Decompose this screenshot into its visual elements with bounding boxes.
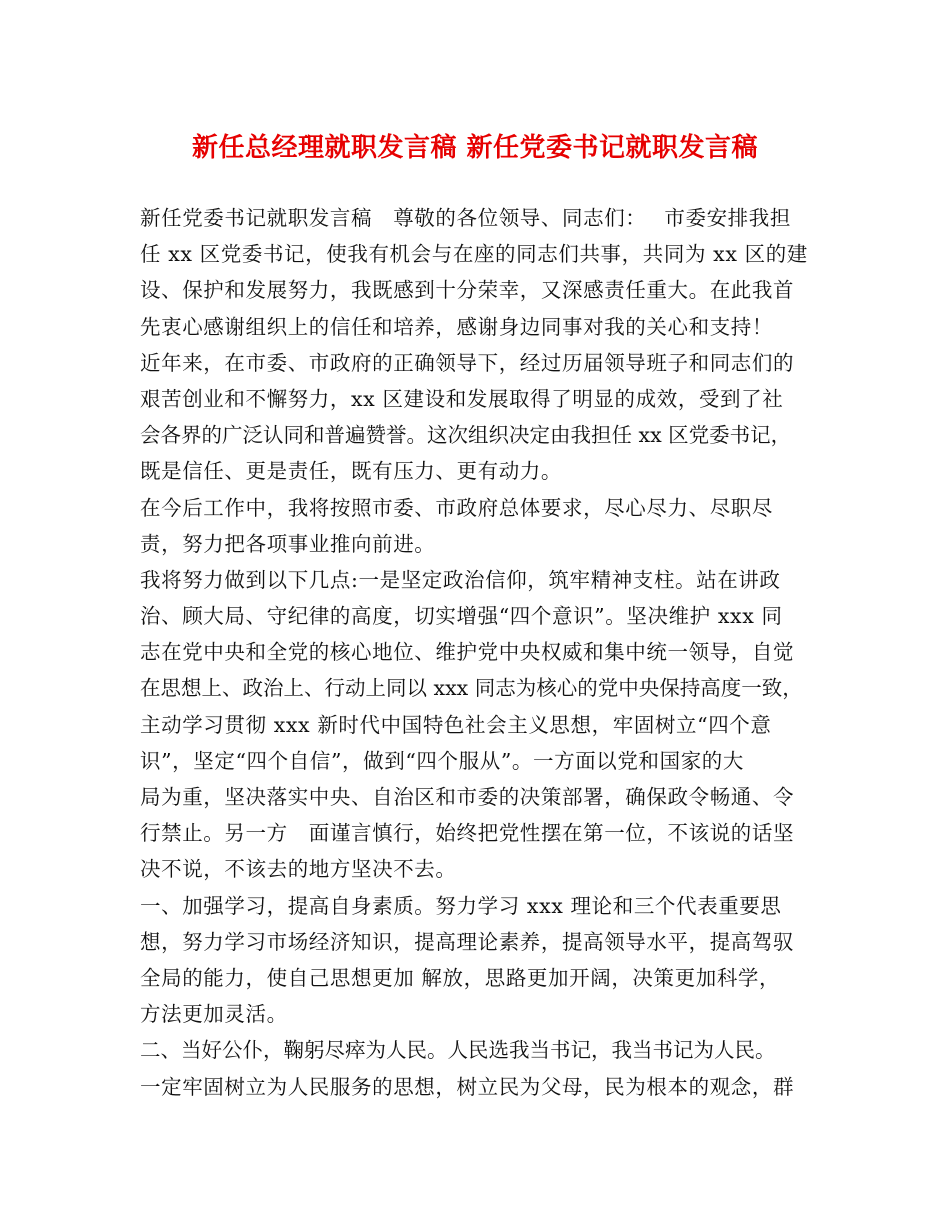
body-line: 既是信任、更是责任，既有压力、更有动力。 xyxy=(140,459,562,484)
document-title: 新任总经理就职发言稿 新任党委书记就职发言稿 xyxy=(191,133,759,163)
body-line: 我将努力做到以下几点:一是坚定政治信仰，筑牢精神支柱。站在讲政 xyxy=(140,567,781,592)
body-line: 主动学习贯彻 xxx 新时代中国特色社会主义思想，牢固树立“四个意 xyxy=(140,712,772,737)
body-line: 先衷心感谢组织上的信任和培养，感谢身边同事对我的关心和支持！ xyxy=(140,314,773,339)
body-line: 艰苦创业和不懈努力，xx 区建设和发展取得了明显的成效，受到了社 xyxy=(140,386,784,411)
body-line: 任 xx 区党委书记，使我有机会与在座的同志们共事，共同为 xx 区的建 xyxy=(140,242,808,267)
body-line: 一、加强学习，提高自身素质。努力学习 xxx 理论和三个代表重要思 xyxy=(140,893,782,918)
body-line: 局为重，坚决落实中央、自治区和市委的决策部署，确保政令畅通、令 xyxy=(140,785,795,809)
body-line: 在思想上、政治上、行动上同以 xxx 同志为核心的党中央保持高度一致， xyxy=(140,676,803,701)
body-line: 设、保护和发展努力，我既感到十分荣幸，又深感责任重大。在此我首 xyxy=(140,278,795,303)
body-line: 二、当好公仆，鞠躬尽瘁为人民。人民选我当书记，我当书记为人民。 xyxy=(140,1038,776,1063)
body-line: 会各界的广泛认同和普遍赞誉。这次组织决定由我担任 xx 区党委书记， xyxy=(140,423,792,448)
body-line: 决不说，不该去的地方坚决不去。 xyxy=(140,857,457,882)
body-line: 新任党委书记就职发言稿 尊敬的各位领导、同志们： 市委安排我担 xyxy=(140,206,791,230)
body-line: 想，努力学习市场经济知识，提高理论素养，提高领导水平，提高驾驭 xyxy=(140,929,795,954)
body-line: 志在党中央和全党的核心地位、维护党中央权威和集中统一领导，自觉 xyxy=(140,640,795,665)
body-line: 在今后工作中，我将按照市委、市政府总体要求，尽心尽力、尽职尽 xyxy=(140,495,773,520)
body-line: 一定牢固树立为人民服务的思想，树立民为父母，民为根本的观念，群 xyxy=(140,1074,795,1099)
body-line: 识”，坚定“四个自信”，做到“四个服从”。一方面以党和国家的大 xyxy=(140,748,744,773)
body-line: 全局的能力，使自己思想更加 解放，思路更加开阔，决策更加科学， xyxy=(140,965,781,990)
body-line: 近年来，在市委、市政府的正确领导下，经过历届领导班子和同志们的 xyxy=(140,350,795,375)
document-body xyxy=(140,200,840,1105)
body-line: 治、顾大局、守纪律的高度，切实增强“四个意识”。坚决维护 xxx 同 xyxy=(140,604,783,629)
body-line: 行禁止。另一方 面谨言慎行，始终把党性摆在第一位，不该说的话坚 xyxy=(140,821,795,846)
body-line: 责，努力把各项事业推向前进。 xyxy=(140,531,436,556)
body-line: 方法更加灵活。 xyxy=(140,1002,288,1027)
